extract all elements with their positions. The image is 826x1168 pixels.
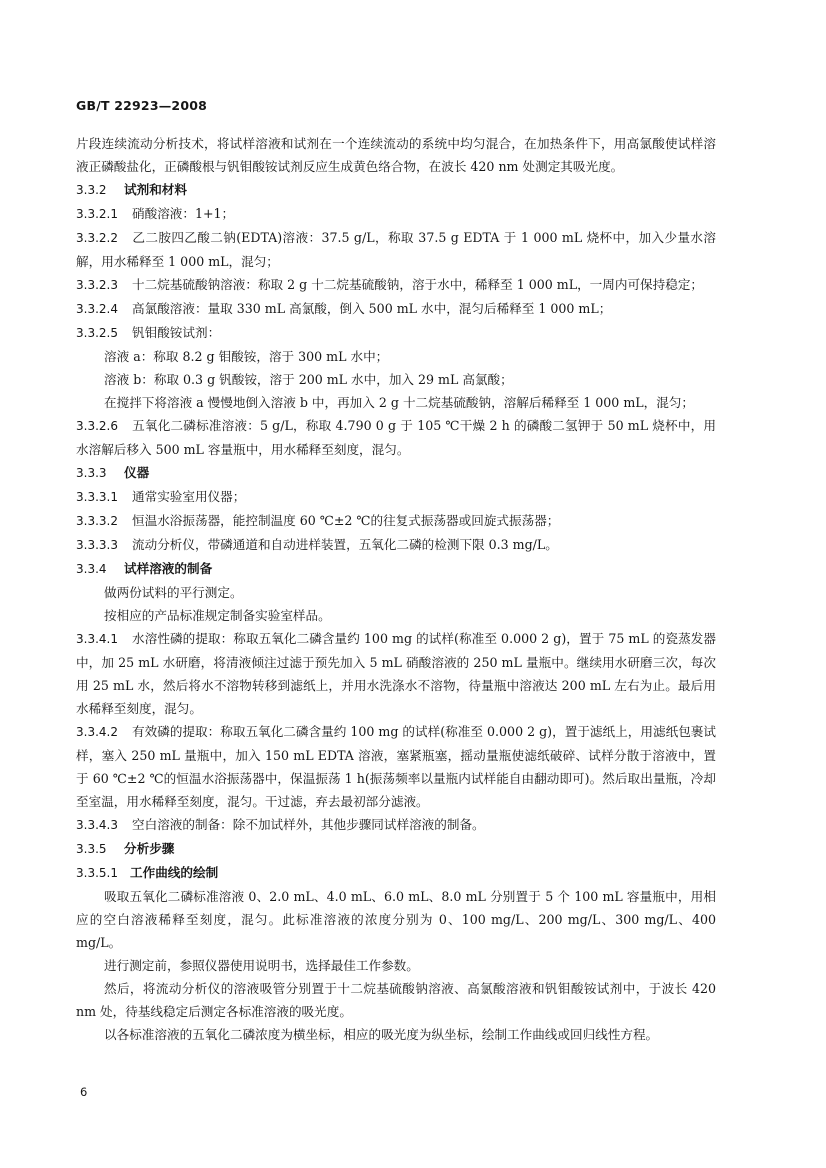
document-body [76,132,716,1046]
clause-3-3-4-2: 3.3.4.2 有效磷的提取：称取五氧化二磷含量约 100 mg 的试样(称准至 0.000 2 g)，置于滤纸上，用滤纸包裹试样，塞入 250 mL 量瓶中，加入 150 mL EDTA 溶液，塞紧瓶塞，摇动量瓶使滤纸破碎、试样分散于溶液中，置于 60 ℃±2 ℃的恒温水浴振荡器中，保温振荡 1 h(振荡频率以量瓶内试样能自由翻动即可)。然后取出量瓶，冷却至室温，用水稀释至刻度，混匀。干过滤，弃去最初部分滤液。 [76,724,716,809]
clause-3-3-2-3: 3.3.2.3 十二烷基硫酸钠溶液：称取 2 g 十二烷基硫酸钠，溶于水中，稀释至 1 000 mL，一周内可保持稳定； [76,277,704,292]
clause-3-3-2-1: 3.3.2.1 硝酸溶液：1+1； [76,206,235,221]
clause-3-3-3-2: 3.3.3.2 恒温水浴振荡器，能控制温度 60 ℃±2 ℃的往复式振荡器或回旋式振荡器； [76,513,560,528]
clause-3-3-2-4: 3.3.2.4 高氯酸溶液：量取 330 mL 高氯酸，倒入 500 mL 水中，混匀后稀释至 1 000 mL； [76,301,612,316]
intro-paragraph: 片段连续流动分析技术，将试样溶液和试剂在一个连续流动的系统中均匀混合，在加热条件下，用高氯酸使试样溶液正磷酸盐化，正磷酸根与钒钼酸铵试剂反应生成黄色络合物，在波长 420 nm 处测定其吸光度。 [76,136,716,174]
section-3-3-4-heading: 3.3.4 试样溶液的制备 [76,561,213,576]
solution-a: 溶液 a：称取 8.2 g 钼酸铵，溶于 300 mL 水中； [104,349,389,364]
calibration-standards-paragraph: 吸取五氧化二磷标准溶液 0、2.0 mL、4.0 mL、6.0 mL、8.0 mL 分别置于 5 个 100 mL 容量瓶中，用相应的空白溶液稀释至刻度，混匀。此标准溶液的浓度分别为 0、100 mg/L、200 mg/L、300 mg/L、400 mg/L。 [76,889,716,950]
instrument-params-paragraph: 进行测定前，参照仪器使用说明书，选择最佳工作参数。 [104,958,419,973]
clause-3-3-3-3: 3.3.3.3 流动分析仪，带磷通道和自动进样装置，五氧化二磷的检测下限 0.3 mg/L。 [76,537,558,552]
section-3-3-2-heading: 3.3.2 试剂和材料 [76,182,187,197]
clause-3-3-2-6: 3.3.2.6 五氧化二磷标准溶液：5 g/L，称取 4.790 0 g 于 105 ℃干燥 2 h 的磷酸二氢钾于 50 mL 烧杯中，用水溶解后移入 500 mL 容量瓶中，用水稀释至刻度，混匀。 [76,418,716,457]
clause-3-3-4-1: 3.3.4.1 水溶性磷的提取：称取五氧化二磷含量约 100 mg 的试样(称准至 0.000 2 g)，置于 75 mL 的瓷蒸发器中，加 25 mL 水研磨，将清液倾注过滤于预先加入 5 mL 硝酸溶液的 250 mL 量瓶中。继续用水研磨三次，每次用 25 mL 水，然后将水不溶物转移到滤纸上，并用水洗涤水不溶物，待量瓶中溶液达 200 mL 左右为止。最后用水稀释至刻度，混匀。 [76,631,716,716]
clause-3-3-4-3: 3.3.4.3 空白溶液的制备：除不加试样外，其他步骤同试样溶液的制备。 [76,817,485,832]
measurement-paragraph: 然后，将流动分析仪的溶液吸管分别置于十二烷基硫酸钠溶液、高氯酸溶液和钒钼酸铵试剂中，于波长 420 nm 处，待基线稳定后测定各标准溶液的吸光度。 [76,981,716,1019]
clause-3-3-3-1: 3.3.3.1 通常实验室用仪器； [76,489,246,504]
clause-3-3-2-5: 3.3.2.5 钒钼酸铵试剂： [76,325,221,340]
standard-code: GB/T 22923—2008 [76,98,208,113]
page-number: 6 [80,1085,88,1099]
curve-plotting-paragraph: 以各标准溶液的五氧化二磷浓度为横坐标，相应的吸光度为纵坐标，绘制工作曲线或回归线性方程。 [104,1027,659,1042]
solution-b: 溶液 b：称取 0.3 g 钒酸铵，溶于 200 mL 水中，加入 29 mL 高氯酸； [104,372,513,387]
section-3-3-5-1-heading: 3.3.5.1 工作曲线的绘制 [76,865,219,880]
section-3-3-5-heading: 3.3.5 分析步骤 [76,841,175,856]
mixing-instruction: 在搅拌下将溶液 a 慢慢地倒入溶液 b 中，再加入 2 g 十二烷基硫酸钠，溶解后稀释至 1 000 mL，混匀； [104,395,694,410]
parallel-test-note: 做两份试料的平行测定。 [104,585,243,600]
section-3-3-3-heading: 3.3.3 仪器 [76,465,150,480]
sample-prep-note: 按相应的产品标准规定制备实验室样品。 [104,608,331,623]
clause-3-3-2-2: 3.3.2.2 乙二胺四乙酸二钠(EDTA)溶液：37.5 g/L，称取 37.5 g EDTA 于 1 000 mL 烧杯中，加入少量水溶解，用水稀释至 1 000 mL，混匀； [76,230,716,269]
